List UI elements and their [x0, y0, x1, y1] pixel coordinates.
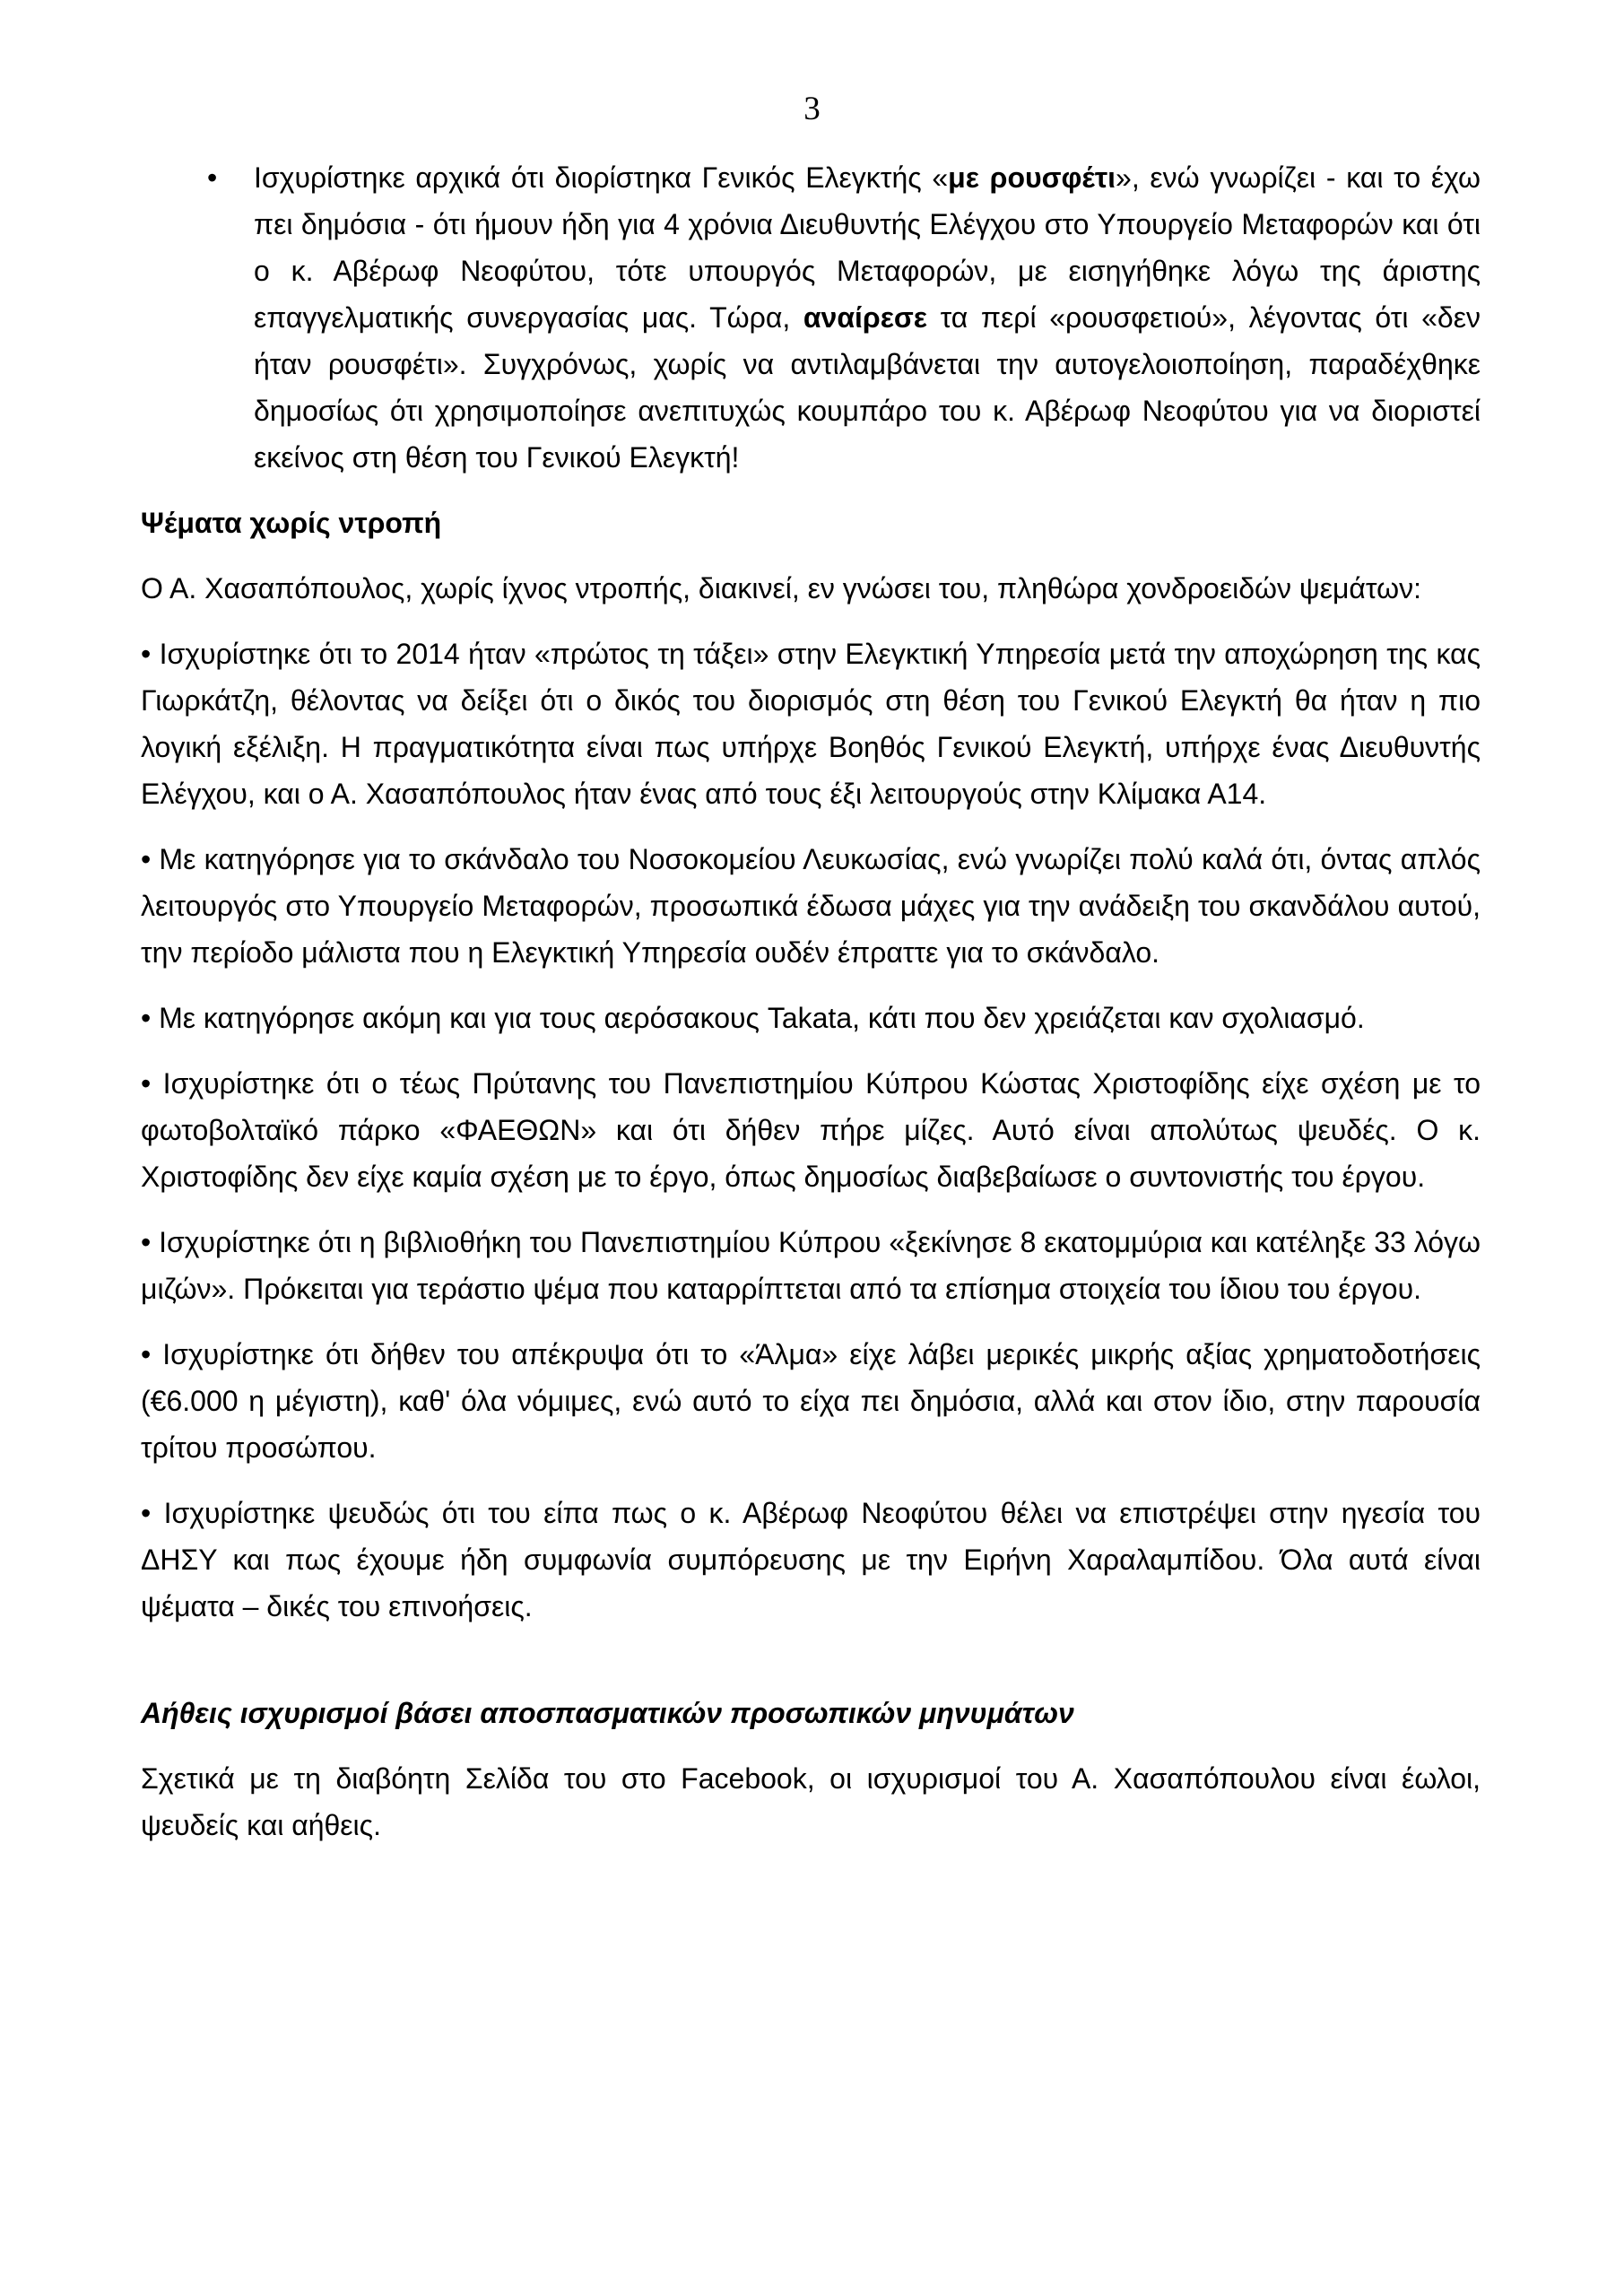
text-run: • Ισχυρίστηκε ψευδώς ότι του είπα πως ο κ. Αβέρωφ Νεοφύτου θέλει να επιστρέψει στην ηγεσία του ΔΗΣΥ και πως έχουμε ήδη συμφωνία συμπόρευσης με την Ειρήνη Χαραλαμπίδου. Όλα αυτά είναι ψέματα – δικές του επινοήσεις.	[141, 1497, 1481, 1622]
text-run: • Ισχυρίστηκε ότι ο τέως Πρύτανης του Πανεπιστημίου Κύπρου Κώστας Χριστοφίδης είχε σχέση με το φωτοβολταϊκό πάρκο «ΦΑΕΘΩΝ» και ότι δήθεν πήρε μίζες. Αυτό είναι απολύτως ψευδές. Ο κ. Χριστοφίδης δεν είχε καμία σχέση με το έργο, όπως δημοσίως διαβεβαίωσε ο συντονιστής του έργου.	[141, 1067, 1481, 1193]
text-run: • Ισχυρίστηκε ότι δήθεν του απέκρυψα ότι το «Άλμα» είχε λάβει μερικές μικρής αξίας χρηματοδοτήσεις (€6.000 η μέγιστη), καθ' όλα νόμιμες, ενώ αυτό το είχα πει δημόσια, αλλά και στον ίδιο, στην παρουσία τρίτου προσώπου.	[141, 1338, 1481, 1464]
heading-psemata-xoris-ntropi	[141, 500, 1481, 546]
text-run: Αήθεις ισχυρισμοί βάσει αποσπασματικών προσωπικών μηνυμάτων	[141, 1697, 1074, 1729]
para-claim-vivliothiki	[141, 1219, 1481, 1312]
text-run: • Με κατηγόρησε ακόμη και για τους αερόσακους Takata, κάτι που δεν χρειάζεται καν σχολιασμό.	[141, 1002, 1365, 1034]
page-number: 3	[803, 91, 821, 127]
document-body	[141, 154, 1481, 1867]
text-run: τα περί «ρουσφετιού», λέγοντας ότι «δεν ήταν ρουσφέτι». Συγχρόνως, χωρίς να αντιλαμβάνεται την αυτογελοιοποίηση, παραδέχθηκε δημοσίως ότι χρησιμοποίησε ανεπιτυχώς κουμπάρο του κ. Αβέρωφ Νεοφύτου για να διοριστεί εκείνος στη θέση του Γενικού Ελεγκτή!	[254, 301, 1481, 474]
text-run: Ψέματα χωρίς ντροπή	[141, 507, 442, 539]
text-run: Σχετικά με τη διαβόητη Σελίδα του στο Facebook, οι ισχυρισμοί του Α. Χασαπόπουλου είναι έωλοι, ψευδείς και αήθεις.	[141, 1762, 1481, 1841]
para-claim-alma	[141, 1331, 1481, 1471]
spacer-before-heading	[141, 1648, 1481, 1690]
para-claim-2014-protos-ti-taxei	[141, 631, 1481, 817]
text-run: • Ισχυρίστηκε ότι το 2014 ήταν «πρώτος τη τάξει» στην Ελεγκτική Υπηρεσία μετά την αποχώρηση της κας Γιωρκάτζη, θέλοντας να δείξει ότι ο δικός του διορισμός στη θέση του Γενικού Ελεγκτή θα ήταν η πιο λογική εξέλιξη. Η πραγματικότητα είναι πως υπήρχε Βοηθός Γενικού Ελεγκτή, υπήρχε ένας Διευθυντής Ελέγχου, και ο Α. Χασαπόπουλος ήταν ένας από τους έξι λειτουργούς στην Κλίμακα Α14.	[141, 638, 1481, 810]
text-run: με ρουσφέτι	[948, 161, 1116, 194]
heading-aitheis-ischyrismoi	[141, 1690, 1481, 1736]
text-run: », ενώ γνωρίζει - και το έχω πει δημόσια - ότι ήμουν ήδη για 4 χρόνια Διευθυντής Ελέγχου στο Υπουργείο Μεταφορών και ότι ο κ. Αβέρωφ Νεοφύτου, τότε υπουργός Μεταφορών, με εισηγήθηκε λόγω της άριστης επαγγελματικής συνεργασίας μας. Τώρα,	[254, 161, 1481, 334]
text-run: • Ισχυρίστηκε ότι η βιβλιοθήκη του Πανεπιστημίου Κύπρου «ξεκίνησε 8 εκατομμύρια και κατέληξε 33 λόγω μιζών». Πρόκειται για τεράστιο ψέμα που καταρρίπτεται από τα επίσημα στοιχεία του ίδιου του έργου.	[141, 1226, 1481, 1305]
text-run: Ο Α. Χασαπόπουλος, χωρίς ίχνος ντροπής, διακινεί, εν γνώσει του, πληθώρα χονδροειδών ψεμάτων:	[141, 572, 1421, 604]
text-run: • Με κατηγόρησε για το σκάνδαλο του Νοσοκομείου Λευκωσίας, ενώ γνωρίζει πολύ καλά ότι, όντας απλός λειτουργός στο Υπουργείο Μεταφορών, προσωπικά έδωσα μάχες για την ανάδειξη του σκανδάλου αυτού, την περίοδο μάλιστα που η Ελεγκτική Υπηρεσία ουδέν έπραττε για το σκάνδαλο.	[141, 843, 1481, 969]
para-claim-phaethon	[141, 1060, 1481, 1200]
text-run: Ισχυρίστηκε αρχικά ότι διορίστηκα Γενικός Ελεγκτής «	[254, 161, 949, 194]
para-claim-disy	[141, 1490, 1481, 1630]
text-run: αναίρεσε	[803, 301, 927, 334]
para-claim-nosokomeio-lefkosias	[141, 836, 1481, 976]
list-bullet-icon: •	[207, 161, 218, 194]
para-claim-takata	[141, 995, 1481, 1041]
bullet-claim-rousfeti	[141, 154, 1481, 481]
para-facebook-selida	[141, 1755, 1481, 1848]
para-intro-chasapopoulos	[141, 565, 1481, 612]
